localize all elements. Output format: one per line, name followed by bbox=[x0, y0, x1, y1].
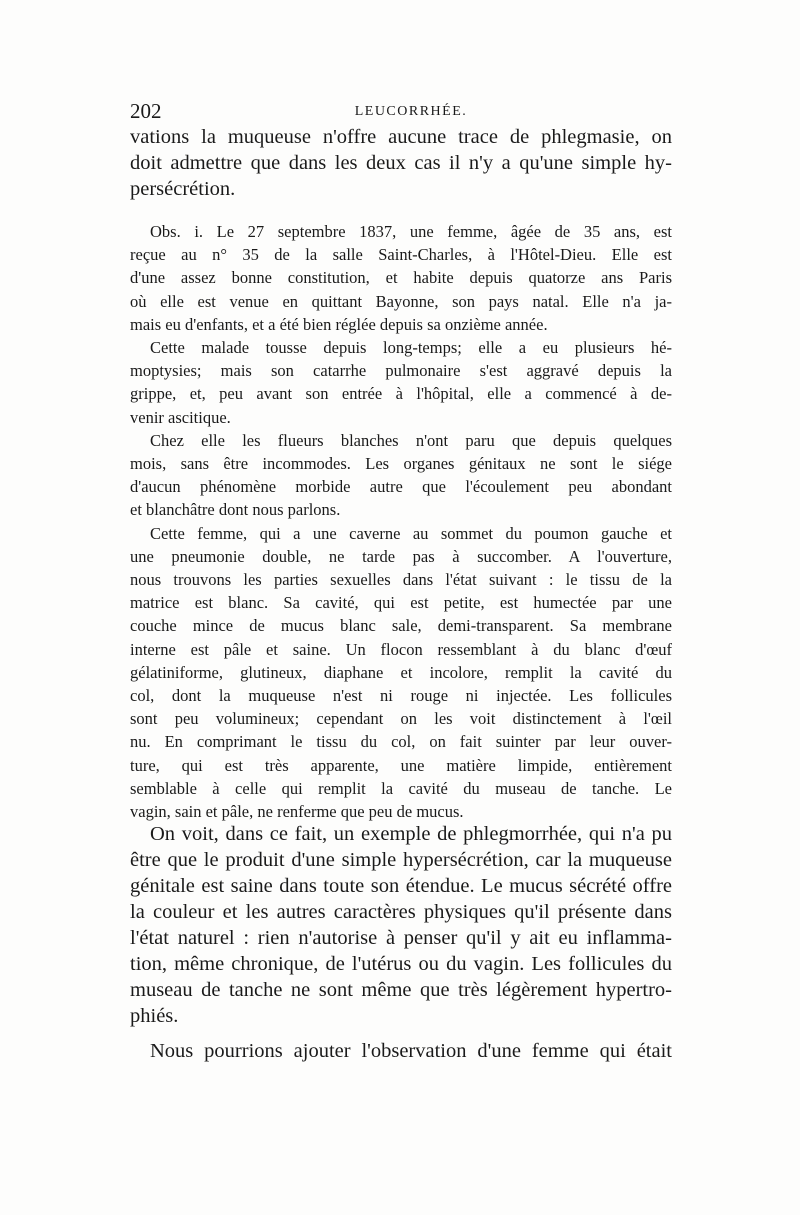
final-paragraph bbox=[130, 1038, 672, 1064]
text-line: être que le produit d'une simple hypersécrétion, car la muqueuse bbox=[130, 849, 672, 871]
text-line: où elle est venue en quittant Bayonne, son pays natal. Elle n'a ja- bbox=[130, 291, 672, 311]
text-line: grippe, et, peu avant son entrée à l'hôpital, elle a commencé à de- bbox=[130, 384, 672, 404]
text-line: mais eu d'enfants, et a été bien réglée depuis sa onzième année. bbox=[130, 314, 548, 334]
text-line: d'une assez bonne constitution, et habite depuis quatorze ans Paris bbox=[130, 268, 672, 288]
text-line: vagin, sain et pâle, ne renferme que peu de mucus. bbox=[130, 802, 464, 822]
text-line: sont peu volumineux; cependant on les voit distinctement à l'œil bbox=[130, 709, 672, 729]
text-line: vations la muqueuse n'offre aucune trace de phlegmasie, on bbox=[130, 126, 672, 148]
text-line: l'état naturel : rien n'autorise à penser qu'il y ait eu inflamma- bbox=[130, 927, 672, 949]
text-line: venir ascitique. bbox=[130, 407, 231, 427]
conclusion-paragraph bbox=[130, 821, 672, 1029]
observation-paragraph-identity bbox=[130, 220, 672, 336]
text-line: Nous pourrions ajouter l'observation d'une femme qui était bbox=[150, 1040, 672, 1062]
text-line: doit admettre que dans les deux cas il n'y a qu'une simple hy- bbox=[130, 152, 672, 174]
page-number: 202 bbox=[130, 99, 162, 123]
text-line: interne est pâle et saine. Un flocon ressemblant à du blanc d'œuf bbox=[130, 639, 672, 659]
observation-section bbox=[130, 220, 672, 823]
text-line: col, dont la muqueuse n'est ni rouge ni injectée. Les follicules bbox=[130, 686, 672, 706]
text-line: la couleur et les autres caractères physiques qu'il présente dans bbox=[130, 901, 672, 923]
text-line: Cette femme, qui a une caverne au sommet du poumon gauche et bbox=[150, 523, 672, 543]
text-line: reçue au n° 35 de la salle Saint-Charles, à l'Hôtel-Dieu. Elle est bbox=[130, 245, 672, 265]
text-line: Obs. i. Le 27 septembre 1837, une femme, âgée de 35 ans, est bbox=[150, 222, 672, 241]
observation-paragraph-autopsy bbox=[130, 522, 672, 824]
text-line: semblable à celle qui remplit la cavité du museau de tanche. Le bbox=[130, 778, 672, 798]
text-line: phiés. bbox=[130, 1005, 179, 1027]
text-line: couche mince de mucus blanc sale, demi-transparent. Sa membrane bbox=[130, 616, 672, 636]
text-line: tion, même chronique, de l'utérus ou du vagin. Les follicules du bbox=[130, 953, 672, 975]
text-line: museau de tanche ne sont même que très légèrement hypertro- bbox=[130, 979, 672, 1001]
text-line: moptysies; mais son catarrhe pulmonaire s'est aggravé depuis la bbox=[130, 361, 672, 381]
text-line: nous trouvons les parties sexuelles dans l'état suivant : le tissu de la bbox=[130, 570, 672, 590]
text-line: mois, sans être incommodes. Les organes génitaux ne sont le siége bbox=[130, 454, 672, 474]
text-line: persécrétion. bbox=[130, 178, 236, 200]
running-title: LEUCORRHÉE. bbox=[354, 104, 468, 119]
intro-paragraph bbox=[130, 124, 672, 202]
text-line: On voit, dans ce fait, un exemple de phlegmorrhée, qui n'a pu bbox=[150, 823, 672, 845]
text-line: matrice est blanc. Sa cavité, qui est petite, est humectée par une bbox=[130, 593, 672, 613]
text-line: Chez elle les flueurs blanches n'ont paru que depuis quelques bbox=[150, 430, 672, 450]
text-line: nu. En comprimant le tissu du col, on fait suinter par leur ouver- bbox=[130, 732, 672, 752]
text-line: d'aucun phénomène morbide autre que l'écoulement peu abondant bbox=[130, 477, 672, 497]
text-line: Cette malade tousse depuis long-temps; elle a eu plusieurs hé- bbox=[150, 338, 672, 358]
text-line: ture, qui est très apparente, une matière limpide, entièrement bbox=[130, 755, 672, 775]
observation-paragraph-history bbox=[130, 336, 672, 429]
text-line: gélatiniforme, glutineux, diaphane et incolore, remplit la cavité du bbox=[130, 662, 672, 682]
text-line: une pneumonie double, ne tarde pas à succomber. A l'ouverture, bbox=[130, 546, 672, 566]
text-line: et blanchâtre dont nous parlons. bbox=[130, 500, 341, 520]
observation-paragraph-symptoms bbox=[130, 429, 672, 522]
text-line: génitale est saine dans toute son étendue. Le mucus sécrété offre bbox=[130, 875, 672, 897]
